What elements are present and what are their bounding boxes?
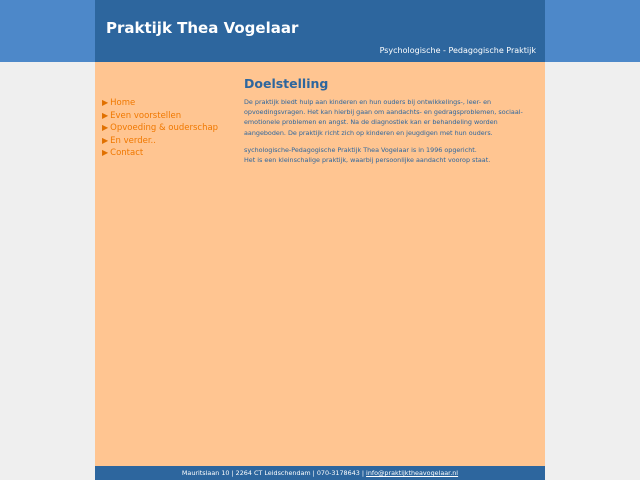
nav-item-opvoeding-ouderschap[interactable] [102,122,237,135]
arrow-right-icon: ▶ [102,110,109,120]
nav-item-label[interactable]: Even voorstellen [110,110,182,121]
site-subtitle: Psychologische - Pedagogische Praktijk [379,46,536,55]
arrow-right-icon: ▶ [102,135,109,145]
footer-email-link[interactable]: info@praktijktheavogelaar.nl [366,469,459,477]
history-line-1: sychologische-Pedagogische Praktijk Thea Vogelaar is in 1996 opgericht. [244,145,477,154]
arrow-right-icon: ▶ [102,123,109,133]
nav-item-even-voorstellen[interactable] [102,110,237,123]
footer [95,466,545,480]
sidebar-nav [102,97,237,160]
nav-item-label[interactable]: Contact [110,148,144,159]
nav-item-label[interactable]: Home [110,98,136,108]
nav-item-label[interactable]: En verder.. [110,135,156,146]
arrow-right-icon: ▶ [102,148,109,158]
nav-item-en-verder[interactable] [102,135,237,148]
header [95,0,545,62]
page-container [95,0,545,480]
page-heading: Doelstelling [244,76,329,91]
nav-item-home[interactable] [102,97,237,110]
arrow-right-icon: ▶ [102,98,109,107]
history-paragraph [244,145,534,165]
site-title: Praktijk Thea Vogelaar [106,19,299,37]
nav-item-contact[interactable] [102,147,237,160]
history-line-2: Het is een kleinschalige praktijk, waarbij persoonlijke aandacht voorop staat. [244,156,491,165]
intro-paragraph: De praktijk biedt hulp aan kinderen en hun ouders bij ontwikkelings-, leer- en opvoedingsvragen. Het kan hierbij gaan om aandachts- en gedragsproblemen, sociaal-emotionele problemen en angst. Na de diagnostiek kan er behandeling worden aangeboden. De praktijk richt zich op kinderen en jeugdigen met hun ouders. [244,98,523,137]
main-content [244,76,534,172]
footer-address: Mauritslaan 10 | 2264 CT Leidschendam | 070-3178643 | [181,469,367,477]
nav-item-label[interactable]: Opvoeding & ouderschap [110,123,219,134]
